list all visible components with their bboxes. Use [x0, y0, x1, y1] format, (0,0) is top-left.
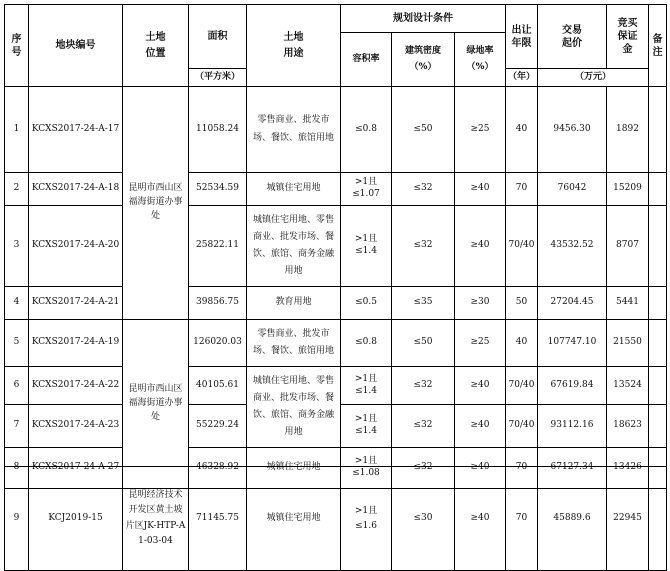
row7-green: ≥40 — [455, 405, 506, 448]
row1-deposit: 1892 — [607, 87, 649, 173]
header-start-price: 交易 起价 — [538, 5, 607, 69]
row9-parcel: KCJ2019-15 — [29, 467, 123, 571]
row7-parcel: KCXS2017-24-A-23 — [29, 405, 123, 448]
row3-use: 城镇住宅用地、零售商业、批发市场、餐饮、旅馆、商务金融用地 — [247, 206, 341, 287]
header-density: 建筑密度 （%） — [392, 33, 455, 87]
row1-green: ≥25 — [455, 87, 506, 173]
row3-green: ≥40 — [455, 206, 506, 287]
row4-term: 50 — [506, 287, 538, 320]
row6-area: 40105.61 — [189, 367, 247, 405]
row5-area: 126020.03 — [189, 320, 247, 367]
row2-green: ≥40 — [455, 173, 506, 206]
row6-far: >1且 ≤1.4 — [341, 367, 392, 405]
group2-location: 昆明市西山区福海街道办事处 — [123, 320, 189, 489]
parcel-table-main — [4, 4, 667, 489]
row2-far: >1且 ≤1.07 — [341, 173, 392, 206]
row9-green: ≥40 — [455, 467, 506, 571]
row4-use: 教育用地 — [247, 287, 341, 320]
row6-parcel: KCXS2017-24-A-22 — [29, 367, 123, 405]
header-parcel-no: 地块编号 — [29, 5, 123, 87]
row5-green: ≥25 — [455, 320, 506, 367]
row1-note — [649, 87, 667, 173]
row3-deposit: 8707 — [607, 206, 649, 287]
row5-note — [649, 320, 667, 367]
header-seq: 序 号 — [5, 5, 29, 87]
header-land-use: 土地 用途 — [247, 5, 341, 87]
row2-note — [649, 173, 667, 206]
row8-seq: 8 — [5, 448, 29, 489]
row6-term: 70/40 — [506, 367, 538, 405]
row5-term: 40 — [506, 320, 538, 367]
group2-shared-use: 城镇住宅用地、零售商业、批发市场、餐饮、旅馆、商务金融用地 — [247, 367, 341, 448]
row3-parcel: KCXS2017-24-A-20 — [29, 206, 123, 287]
header-area: 面积 — [189, 5, 247, 69]
row9-term: 70 — [506, 467, 538, 571]
row2-area: 52534.59 — [189, 173, 247, 206]
row1-seq: 1 — [5, 87, 29, 173]
row2-use: 城镇住宅用地 — [247, 173, 341, 206]
row1-price: 9456.30 — [538, 87, 607, 173]
row3-far: >1且 ≤1.4 — [341, 206, 392, 287]
row3-note — [649, 206, 667, 287]
row7-price: 93112.16 — [538, 405, 607, 448]
row4-density: ≤35 — [392, 287, 455, 320]
header-green-ratio: 绿地率 （%） — [455, 33, 506, 87]
row4-parcel: KCXS2017-24-A-21 — [29, 287, 123, 320]
row5-far: ≤0.8 — [341, 320, 392, 367]
row7-term: 70/40 — [506, 405, 538, 448]
row8-use: 城镇住宅用地 — [247, 448, 341, 489]
row8-far: >1且 ≤1.08 — [341, 448, 392, 489]
row6-seq: 6 — [5, 367, 29, 405]
row3-seq: 3 — [5, 206, 29, 287]
row2-parcel: KCXS2017-24-A-18 — [29, 173, 123, 206]
row1-term: 40 — [506, 87, 538, 173]
row9-far: >1且 ≤1.6 — [341, 467, 392, 571]
row4-deposit: 5441 — [607, 287, 649, 320]
row1-density: ≤50 — [392, 87, 455, 173]
header-area-unit: （平方米） — [189, 69, 247, 87]
row2-price: 76042 — [538, 173, 607, 206]
row7-note — [649, 405, 667, 448]
row4-green: ≥30 — [455, 287, 506, 320]
row3-density: ≤32 — [392, 206, 455, 287]
row9-area: 71145.75 — [189, 467, 247, 571]
row1-parcel: KCXS2017-24-A-17 — [29, 87, 123, 173]
row7-far: >1且 ≤1.4 — [341, 405, 392, 448]
row5-price: 107747.10 — [538, 320, 607, 367]
row4-seq: 4 — [5, 287, 29, 320]
row1-far: ≤0.8 — [341, 87, 392, 173]
header-deposit: 竞买 保证 金 — [607, 5, 649, 69]
row5-deposit: 21550 — [607, 320, 649, 367]
row8-green: ≥40 — [455, 448, 506, 489]
parcel-table-extra — [4, 466, 667, 571]
row5-seq: 5 — [5, 320, 29, 367]
row9-note — [649, 467, 667, 571]
row4-area: 39856.75 — [189, 287, 247, 320]
row8-density: ≤32 — [392, 448, 455, 489]
header-far: 容积率 — [341, 33, 392, 87]
row6-note — [649, 367, 667, 405]
row9-seq: 9 — [5, 467, 29, 571]
row5-parcel: KCXS2017-24-A-19 — [29, 320, 123, 367]
row5-use: 零售商业、批发市场、餐饮、旅馆用地 — [247, 320, 341, 367]
row8-term: 70 — [506, 448, 538, 489]
row6-density: ≤32 — [392, 367, 455, 405]
row2-seq: 2 — [5, 173, 29, 206]
row7-seq: 7 — [5, 405, 29, 448]
row9-price: 45889.6 — [538, 467, 607, 571]
row6-price: 67619.84 — [538, 367, 607, 405]
row2-density: ≤32 — [392, 173, 455, 206]
row5-density: ≤50 — [392, 320, 455, 367]
group1-location: 昆明市西山区福海街道办事处 — [123, 87, 189, 320]
row6-green: ≥40 — [455, 367, 506, 405]
row3-price: 43532.52 — [538, 206, 607, 287]
header-note: 备 注 — [649, 5, 667, 87]
row2-term: 70 — [506, 173, 538, 206]
row9-use: 城镇住宅用地 — [247, 467, 341, 571]
row7-deposit: 18623 — [607, 405, 649, 448]
row1-use: 零售商业、批发市场、餐饮、旅馆用地 — [247, 87, 341, 173]
row8-price: 67127.34 — [538, 448, 607, 489]
row2-deposit: 15209 — [607, 173, 649, 206]
header-location: 土地 位置 — [123, 5, 189, 87]
row9-density: ≤30 — [392, 467, 455, 571]
row6-deposit: 13524 — [607, 367, 649, 405]
row7-density: ≤32 — [392, 405, 455, 448]
row8-area: 46328.92 — [189, 448, 247, 489]
row4-price: 27204.45 — [538, 287, 607, 320]
header-money-unit: （万元） — [538, 69, 649, 87]
row4-note — [649, 287, 667, 320]
row7-area: 55229.24 — [189, 405, 247, 448]
header-term-unit: （年） — [506, 69, 538, 87]
row9-location: 昆明经济技术开发区黄土坡片区JK-HTP-A1-03-04 — [123, 467, 189, 571]
row8-deposit: 13426 — [607, 448, 649, 489]
header-planning-conditions: 规划设计条件 — [341, 5, 506, 33]
header-term: 出让 年限 — [506, 5, 538, 69]
row9-deposit: 22945 — [607, 467, 649, 571]
row4-far: ≤0.5 — [341, 287, 392, 320]
row3-area: 25822.11 — [189, 206, 247, 287]
row3-term: 70/40 — [506, 206, 538, 287]
row1-area: 11058.24 — [189, 87, 247, 173]
row8-parcel: KCXS2017-24-A-27 — [29, 448, 123, 489]
